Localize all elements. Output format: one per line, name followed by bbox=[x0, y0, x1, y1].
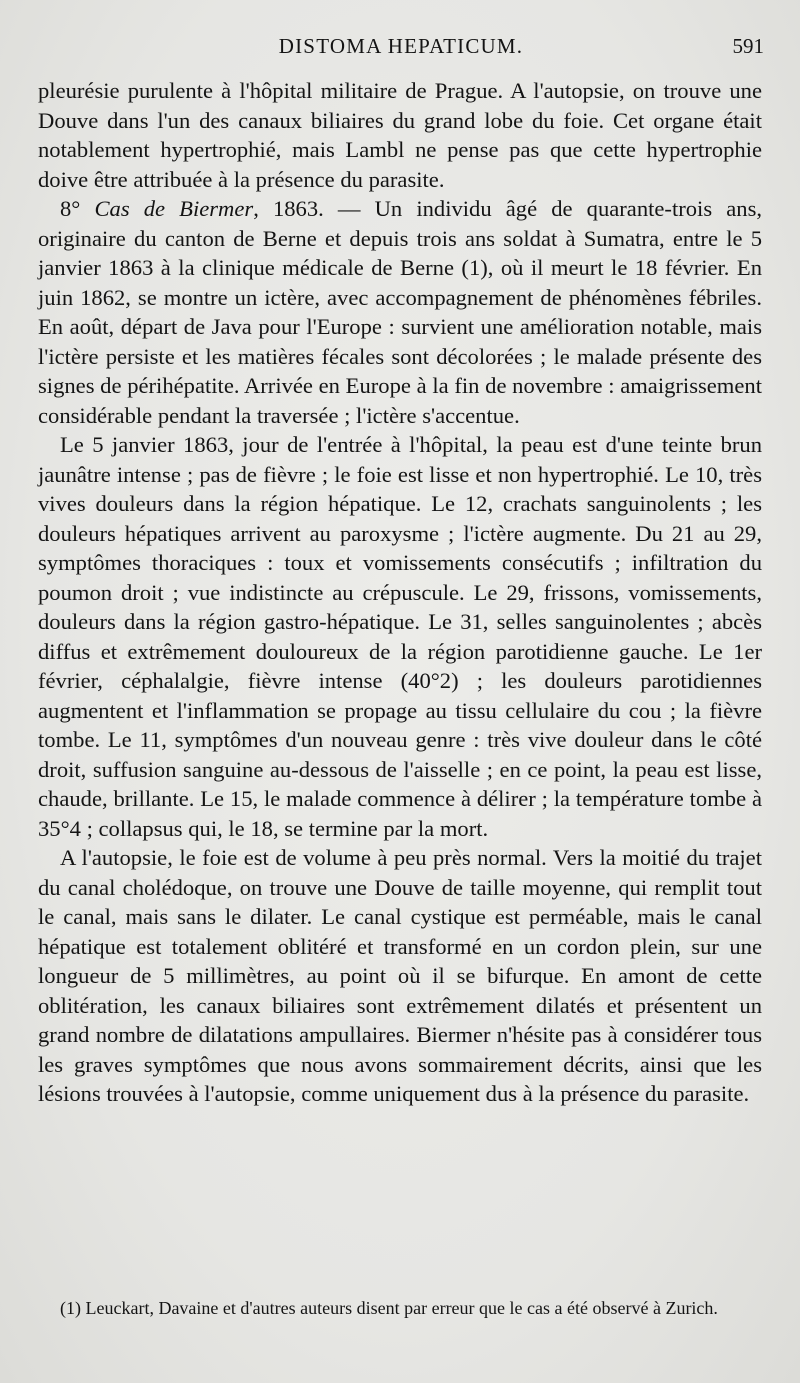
page-header bbox=[38, 34, 764, 64]
footnote bbox=[38, 1297, 764, 1320]
paragraph-clinical-course: Le 5 janvier 1863, jour de l'entrée à l'hôpital, la peau est d'une teinte brun jaunâtre intense ; pas de fièvre ; le foie est lisse et non hypertrophié. Le 10, très vives douleurs dans la région hépatique. Le 12, crachats sanguinolents ; les douleurs hépatiques arrivent au paroxysme ; l'ictère augmente. Du 21 au 29, symptômes thoraciques : toux et vomissements consécutifs ; infiltration du poumon droit ; vue indistincte au crépuscule. Le 29, frissons, vomissements, douleurs dans la région gastro-hépatique. Le 31, selles sanguinolentes ; abcès diffus et extrêmement douloureux de la région parotidienne gauche. Le 1er février, céphalalgie, fièvre intense (40°2) ; les douleurs parotidiennes augmentent et l'inflammation se propage au tissu cellulaire du cou ; la fièvre tombe. Le 11, symptômes d'un nouveau genre : très vive douleur dans le côté droit, suffusion sanguine au-dessous de l'aisselle ; en ce point, la peau est lisse, chaude, brillante. Le 15, le malade commence à délirer ; la température tombe à 35°4 ; collapsus qui, le 18, se termine par la mort. bbox=[38, 432, 762, 841]
running-title: DISTOMA HEPATICUM. bbox=[278, 34, 524, 58]
page-number: 591 bbox=[732, 34, 764, 58]
case-text: , 1863. — Un individu âgé de quarante-trois ans, originaire du canton de Berne et depuis trois ans soldat à Sumatra, entre le 5 janvier 1863 à la clinique médicale de Berne (1), où il meurt le 18 février. En juin 1862, se montre un ictère, avec accompagnement de phénomènes fébriles. En août, départ de Java pour l'Europe : survient une amélioration notable, mais l'ictère persiste et les matières fécales sont décolorées ; le malade présente des signes de périhépatite. Arrivée en Europe à la fin de novembre : amaigrissement considérable pendant la traversée ; l'ictère s'accentue. bbox=[38, 196, 763, 428]
footnote-text: (1) Leuckart, Davaine et d'autres auteurs disent par erreur que le cas a été observé à Zurich. bbox=[60, 1298, 718, 1318]
case-title: Cas de Biermer bbox=[94, 196, 254, 221]
paragraph-continuation: pleurésie purulente à l'hôpital militaire de Prague. A l'autopsie, on trouve une Douve dans l'un des canaux biliaires du grand lobe du foie. Cet organe était notablement hypertrophié, mais Lambl ne pense pas que cette hypertrophie doive être attribuée à la présence du parasite. bbox=[38, 78, 762, 192]
body-text bbox=[38, 76, 762, 1109]
paragraph-autopsy: A l'autopsie, le foie est de volume à peu près normal. Vers la moitié du trajet du canal cholédoque, on trouve une Douve de taille moyenne, qui remplit tout le canal, mais sans le dilater. Le canal cystique est perméable, mais le canal hépatique est totalement oblitéré et transformé en un cordon plein, sur une longueur de 5 millimètres, au point où il se bifurque. En amont de cette oblitération, les canaux biliaires sont extrêmement dilatés et présentent un grand nombre de dilatations ampullaires. Biermer n'hésite pas à considérer tous les graves symptômes que nous avons sommairement décrits, ainsi que les lésions trouvées à l'autopsie, comme uniquement dus à la présence du parasite. bbox=[38, 845, 762, 1106]
paragraph-case-biermer bbox=[38, 194, 762, 430]
case-number: 8° bbox=[60, 196, 95, 221]
